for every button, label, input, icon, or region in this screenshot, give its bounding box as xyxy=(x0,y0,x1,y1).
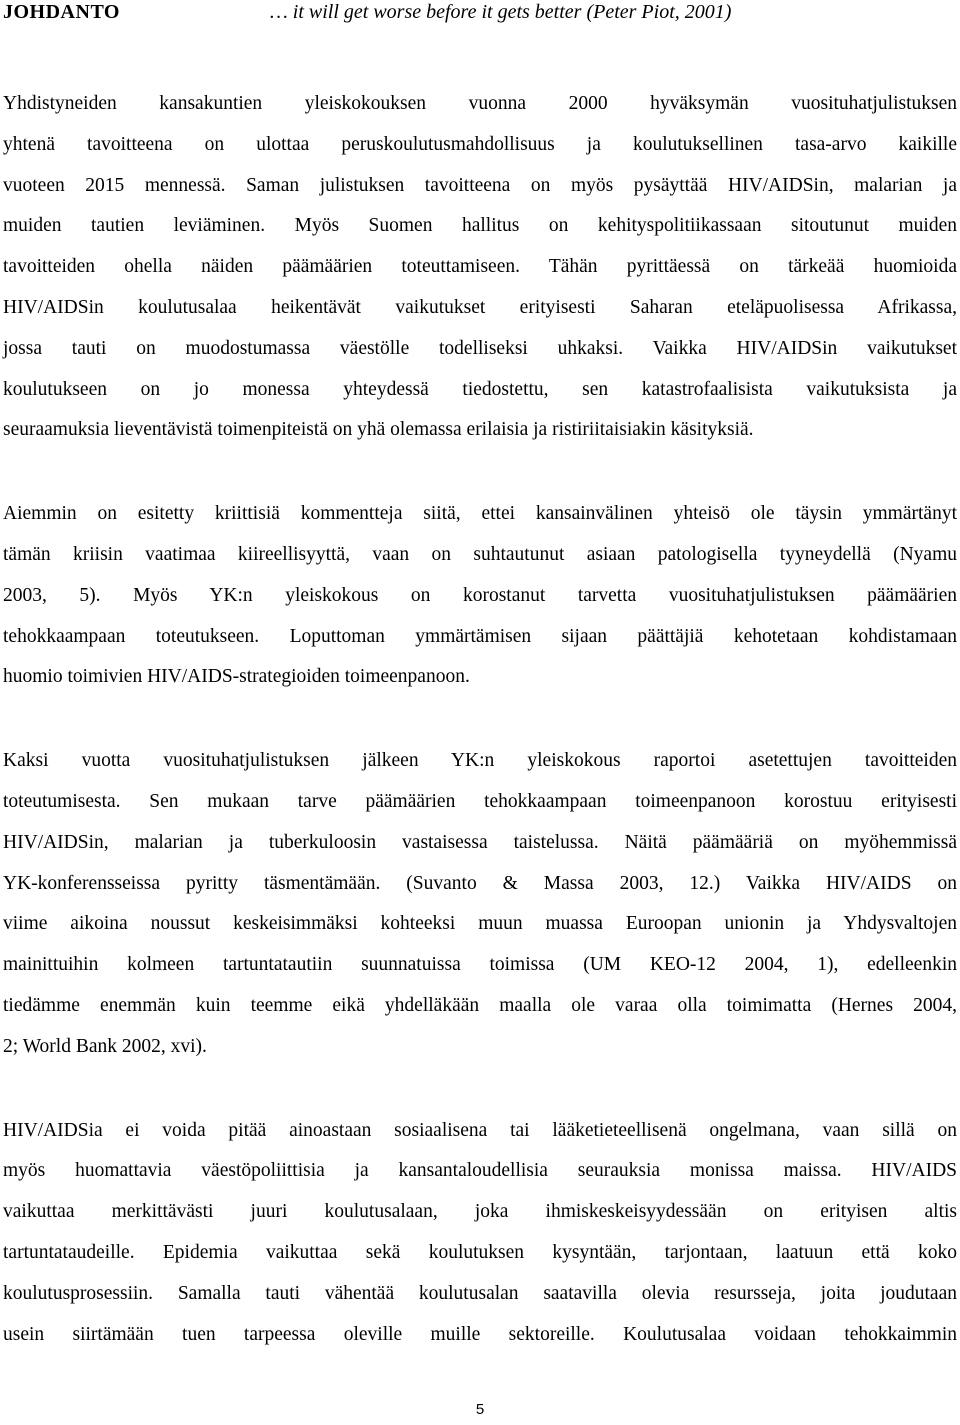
page-header xyxy=(0,0,960,28)
text-line: myös huomattavia väestöpoliittisia ja kansantaloudellisia seurauksia monissa maissa. HIV/AIDS xyxy=(3,1160,957,1182)
text-line: usein siirtämään tuen tarpeessa oleville muille sektoreille. Koulutusalaa voidaan tehokkaimmin xyxy=(3,1323,957,1345)
text-line: viime aikoina noussut keskeisimmäksi kohteeksi muun muassa Euroopan unionin ja Yhdysvaltojen xyxy=(3,913,957,935)
text-line: Kaksi vuotta vuosituhatjulistuksen jälkeen YK:n yleiskokous raportoi asetettujen tavoitteiden xyxy=(3,750,957,772)
text-line: HIV/AIDSia ei voida pitää ainoastaan sosiaalisena tai lääketieteellisenä ongelmana, vaan sillä on xyxy=(3,1119,957,1141)
text-line: seuraamuksia lieventävistä toimenpiteistä on yhä olemassa erilaisia ja ristiriitaisiakin käsityksiä. xyxy=(3,419,754,441)
text-line: jossa tauti on muodostumassa väestölle todelliseksi uhkaksi. Vaikka HIV/AIDSin vaikutukset xyxy=(3,337,957,359)
text-line: 2; World Bank 2002, xvi). xyxy=(3,1035,207,1057)
text-line: vaikuttaa merkittävästi juuri koulutusalaan, joka ihmiskeskeisyydessään on erityisen altis xyxy=(3,1201,957,1223)
chapter-title: JOHDANTO xyxy=(3,1,120,23)
text-line: vuoteen 2015 mennessä. Saman julistuksen tavoitteena on myös pysäyttää HIV/AIDSin, malarian ja xyxy=(3,174,957,196)
text-line: yhtenä tavoitteena on ulottaa peruskoulutusmahdollisuus ja koulutuksellinen tasa-arvo kaikille xyxy=(3,133,957,155)
paragraph-1 xyxy=(3,84,957,451)
text-line: muiden tautien leviäminen. Myös Suomen hallitus on kehityspolitiikassaan sitoutunut muiden xyxy=(3,215,957,237)
paragraph-4 xyxy=(3,1111,957,1356)
text-line: Aiemmin on esitetty kriittisiä kommentteja siitä, ettei kansainvälinen yhteisö ole täysin ymmärtänyt xyxy=(3,503,957,525)
text-line: tavoitteiden ohella näiden päämäärien toteuttamiseen. Tähän pyrittäessä on tärkeää huomioida xyxy=(3,256,957,278)
text-line: Yhdistyneiden kansakuntien yleiskokouksen vuonna 2000 hyväksymän vuosituhatjulistuksen xyxy=(3,93,957,114)
text-line: huomio toimivien HIV/AIDS-strategioiden toimeenpanoon. xyxy=(3,666,470,688)
body-text xyxy=(3,84,957,1398)
page-number: 5 xyxy=(475,1401,485,1418)
text-line: toteutumisesta. Sen mukaan tarve päämäärien tehokkaampaan toimeenpanoon korostuu erityisesti xyxy=(3,790,957,812)
text-line: tehokkaampaan toteutukseen. Loputtoman ymmärtämisen sijaan päättäjiä kehotetaan kohdistamaan xyxy=(3,625,957,647)
text-line: mainittuihin kolmeen tartuntatautiin suunnatuissa toimissa (UM KEO-12 2004, 1), edelleenkin xyxy=(3,954,957,976)
paragraph-2 xyxy=(3,494,957,698)
text-line: tämän kriisin vaatimaa kiireellisyyttä, vaan on suhtautunut asiaan patologisella tyyneydellä (Nyamu xyxy=(3,543,957,565)
text-line: YK-konferensseissa pyritty täsmentämään. (Suvanto & Massa 2003, 12.) Vaikka HIV/AIDS on xyxy=(3,872,957,894)
text-line: tiedämme enemmän kuin teemme eikä yhdelläkään maalla ole varaa olla toimimatta (Hernes 2004, xyxy=(3,994,957,1016)
text-line: tartuntataudeille. Epidemia vaikuttaa sekä koulutuksen kysyntään, tarjontaan, laatuun että koko xyxy=(3,1241,957,1263)
text-line: HIV/AIDSin, malarian ja tuberkuloosin vastaisessa taistelussa. Näitä päämääriä on myöhemmissä xyxy=(3,831,957,853)
text-line: HIV/AIDSin koulutusalaa heikentävät vaikutukset erityisesti Saharan eteläpuolisessa Afrikassa, xyxy=(3,296,957,318)
paragraph-3 xyxy=(3,741,957,1067)
text-line: 2003, 5). Myös YK:n yleiskokous on korostanut tarvetta vuosituhatjulistuksen päämäärien xyxy=(3,584,957,606)
text-line: koulutukseen on jo monessa yhteydessä tiedostettu, sen katastrofaalisista vaikutuksista ja xyxy=(3,378,957,400)
epigraph-quote: … it will get worse before it gets better (Peter Piot, 2001) xyxy=(270,1,732,23)
text-line: koulutusprosessiin. Samalla tauti vähentää koulutusalan saatavilla olevia resursseja, joita joudutaan xyxy=(3,1282,957,1304)
